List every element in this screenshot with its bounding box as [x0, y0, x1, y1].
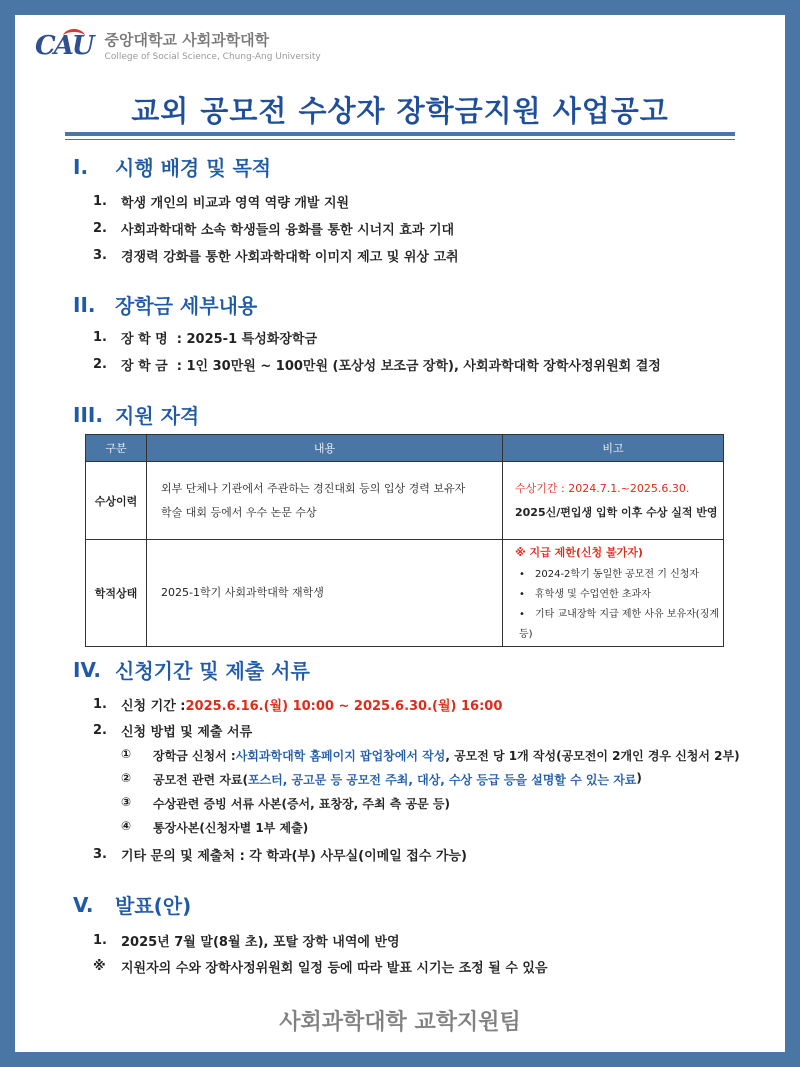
college-name-en: College of Social Science, Chung-Ang University: [104, 52, 321, 62]
sub-item: ① 장학금 신청서 : 사회과학대학 홈페이지 팝업창에서 작성 , 공모전 당 1개 작성(공모전이 2개인 경우 신청서 2부): [121, 747, 740, 763]
team-signature: 사회과학대학 교학지원팀: [279, 1010, 521, 1035]
section-heading-5: V. 발표(안): [73, 892, 192, 918]
college-logo: [35, 29, 321, 62]
section-heading-1: I. 시행 배경 및 목적: [73, 154, 272, 180]
table-cell-note: 수상기간 : 2024.7.1.~2025.6.30. 2025신/편입생 입학 이후 수상 실적 반영: [503, 462, 724, 540]
bullet-item: • 기타 교내장학 지급 제한 사유 보유자(징계 등): [519, 609, 720, 640]
bullet-item: • 2024-2학기 동일한 공모전 기 신청자: [519, 569, 700, 580]
section-heading-3: III. 지원 자격: [73, 402, 200, 428]
sub-item: ② 공모전 관련 자료( 포스터, 공고문 등 공모전 주최, 대상, 수상 등급 등을 설명할 수 있는 자료 ): [121, 771, 642, 787]
sub-item: ③ 수상관련 증빙 서류 사본(증서, 표창장, 주최 측 공문 등): [121, 795, 450, 811]
table-cell-content: 외부 단체나 기관에서 주관하는 경진대회 등의 입상 경력 보유자 학술 대회 등에서 우수 논문 수상: [147, 462, 503, 540]
application-period: 2025.6.16.(월) 10:00 ~ 2025.6.30.(월) 16:00: [185, 699, 503, 714]
list-item: 2. 장 학 금 : 1인 30만원 ~ 100만원 (포상성 보조금 장학), 사회과학대학 장학사정위원회 결정: [93, 357, 661, 374]
list-item: 1. 학생 개인의 비교과 영역 역량 개발 지원: [93, 194, 350, 211]
table-cell-content: 2025-1학기 사회과학대학 재학생: [147, 540, 503, 647]
list-item: 2. 신청 방법 및 제출 서류: [93, 723, 253, 740]
notice-sheet: [15, 15, 785, 1052]
list-item: 1. 신청 기간 : 2025.6.16.(월) 10:00 ~ 2025.6.30.(월) 16:00: [93, 697, 503, 714]
cau-logo-mark: CAU: [35, 30, 93, 61]
list-item: 3. 경쟁력 강화를 통한 사회과학대학 이미지 제고 및 위상 고취: [93, 248, 459, 265]
college-name-kr: 중앙대학교 사회과학대학: [104, 31, 270, 49]
page-title: 교외 공모전 수상자 장학금지원 사업공고: [131, 94, 669, 128]
bullet-item: • 휴학생 및 수업연한 초과자: [519, 589, 651, 600]
table-header-row: [86, 435, 724, 462]
table-header: 구분: [86, 435, 147, 462]
note-item: ※ 지원자의 수와 장학사정위원회 일정 등에 따라 발표 시기는 조정 될 수 있음: [93, 959, 548, 976]
list-item: 1. 2025년 7월 말(8월 초), 포탈 장학 내역에 반영: [93, 933, 400, 950]
eligibility-table: [85, 434, 724, 647]
list-item: 2. 사회과학대학 소속 학생들의 융화를 통한 시너지 효과 기대: [93, 221, 455, 238]
list-item: 1. 장 학 명 : 2025-1 특성화장학금: [93, 330, 317, 347]
section-heading-4: IV. 신청기간 및 제출 서류: [73, 657, 310, 683]
section-heading-2: II. 장학금 세부내용: [73, 292, 258, 318]
list-item: 3. 기타 문의 및 제출처 : 각 학과(부) 사무실(이메일 접수 가능): [93, 847, 467, 864]
sub-item: ④ 통장사본(신청자별 1부 제출): [121, 819, 309, 835]
table-cell-label: 수상이력: [86, 462, 147, 540]
table-header: 비고: [503, 435, 724, 462]
table-header: 내용: [147, 435, 503, 462]
table-row: [86, 540, 724, 647]
title-divider-thin: [65, 139, 735, 140]
table-row: [86, 462, 724, 540]
title-divider: [65, 132, 735, 136]
table-cell-label: 학적상태: [86, 540, 147, 647]
table-cell-note: ※ 지급 제한(신청 불가자) • 2024-2학기 동일한 공모전 기 신청자 • 휴학생 및 수업연한 초과자 • 기타 교내장학 지급 제한 사유 보유자(징계 등): [503, 540, 724, 647]
